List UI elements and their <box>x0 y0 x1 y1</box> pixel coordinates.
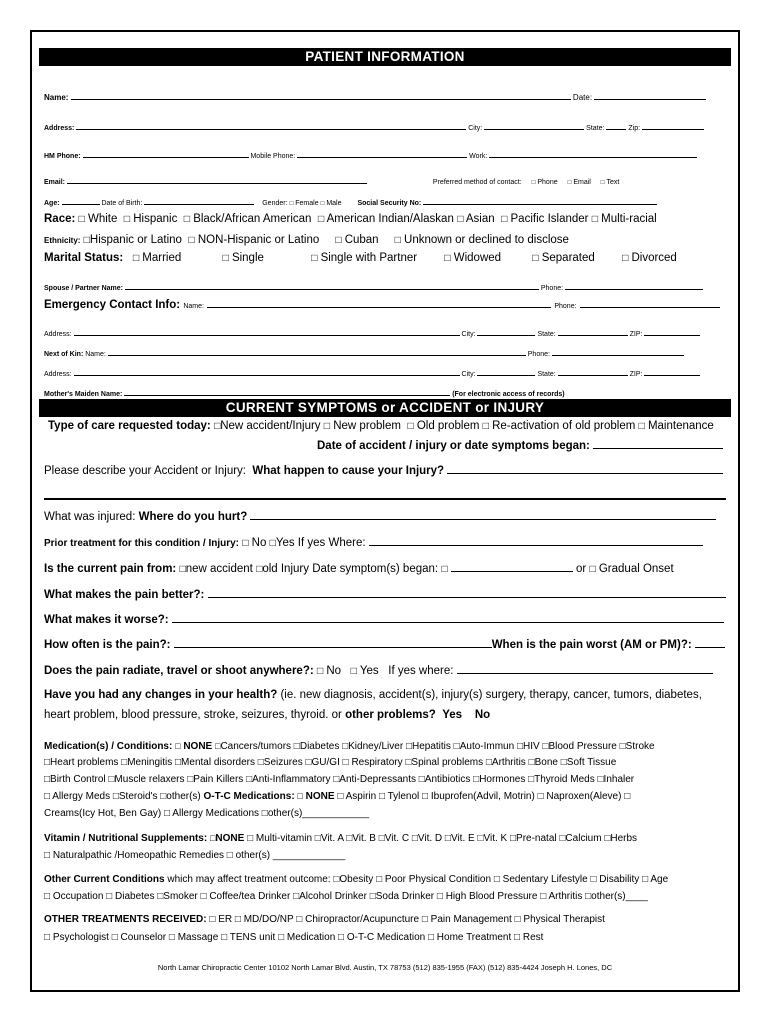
other-conditions-row-1 <box>44 874 726 886</box>
medications-row-3 <box>44 774 726 786</box>
address-label: Address: <box>44 125 75 132</box>
maiden-row <box>44 386 726 399</box>
prior-yes-label: Yes <box>275 537 295 549</box>
care-new-accident-label: New accident/Injury <box>220 420 321 432</box>
clinic-footer: North Lamar Chiropractic Center 10102 North Lamar Blvd. Austin, TX 78753 (512) 835-1955 (FAX) (512) 835-4424 Joseph H. Lones, DC <box>157 963 613 972</box>
phone-checkbox[interactable]: □ <box>531 179 536 186</box>
marital-divorced-label: Divorced <box>631 252 677 264</box>
race-label: Race: <box>44 213 76 225</box>
email-label: Email: <box>44 179 66 186</box>
describe-label: Please describe your Accident or Injury: <box>44 465 246 477</box>
emergency-phone-field[interactable] <box>580 298 720 308</box>
ssn-label: Social Security No: <box>357 200 422 207</box>
pain-old-injury-checkbox[interactable]: □ <box>256 564 263 575</box>
pain-new-accident-label: new accident <box>185 563 253 575</box>
injury-date-label: Date of accident / injury or date symptoms began: <box>317 440 590 452</box>
emergency-city-field[interactable] <box>477 326 535 336</box>
vitamins-none-label: NONE <box>215 833 245 844</box>
zip-field[interactable] <box>642 120 704 130</box>
name-row <box>44 90 726 102</box>
ethnicity-hispanic-label: Hispanic or Latino <box>89 234 182 246</box>
race-black-label: Black/African American <box>193 213 312 225</box>
race-asian-label: Asian <box>465 213 495 225</box>
better-label: What makes the pain better?: <box>44 589 205 601</box>
ethnicity-non-hispanic-checkbox[interactable]: □ <box>188 235 195 246</box>
changes-no-option[interactable]: No <box>474 709 491 721</box>
emergency-label: Emergency Contact Info: <box>44 299 181 311</box>
marital-married-label: Married <box>142 252 182 264</box>
better-field[interactable] <box>208 588 726 598</box>
next-of-kin-name-field[interactable] <box>108 346 526 356</box>
other-treatments-row-2 <box>44 932 726 944</box>
race-row <box>44 213 726 226</box>
medications-line-2: □Heart problems □Meningitis □Mental disorders □Seizures □GU/GI □ Respiratory □Spinal problems □Arthritis □Bone □Soft Tissue <box>44 757 617 768</box>
describe-separator <box>44 498 726 500</box>
medications-none-checkbox[interactable]: □ <box>175 741 181 751</box>
state-field[interactable] <box>606 120 626 130</box>
next-of-kin-state-label: State: <box>537 371 556 378</box>
female-checkbox[interactable]: □ <box>289 200 294 207</box>
radiate-row <box>44 664 726 678</box>
marital-widowed-checkbox[interactable]: □ <box>444 253 451 264</box>
current-pain-row <box>44 562 726 576</box>
prior-where-field[interactable] <box>369 536 703 546</box>
radiate-no-checkbox[interactable]: □ <box>316 666 324 677</box>
changes-label: Have you had any changes in your health? <box>44 689 278 701</box>
vitamins-none-checkbox[interactable]: □ <box>209 833 216 843</box>
injured-question: Where do you hurt? <box>138 511 248 523</box>
care-type-row <box>48 420 726 433</box>
pain-date-field[interactable] <box>451 562 573 572</box>
prior-treatment-row <box>44 536 726 550</box>
how-often-label: How often is the pain?: <box>44 639 171 651</box>
emergency-address-field[interactable] <box>74 326 460 336</box>
describe-field[interactable] <box>447 464 723 474</box>
maiden-note: (For electronic access of records) <box>452 391 565 398</box>
next-of-kin-state-field[interactable] <box>558 366 628 376</box>
next-of-kin-row <box>44 346 726 359</box>
injury-date-field[interactable] <box>593 439 723 449</box>
race-multi-checkbox[interactable]: □ <box>591 214 598 225</box>
male-label: Male <box>326 200 342 207</box>
other-conditions-line-2: □ Occupation □ Diabetes □Smoker □ Coffee/tea Drinker □Alcohol Drinker □Soda Drinker □ High Blood Pressure □ Arthritis □other(s)____ <box>44 891 648 902</box>
prior-no-label: No <box>251 537 267 549</box>
other-conditions-row-2 <box>44 891 726 903</box>
next-of-kin-city-label: City: <box>461 371 476 378</box>
medications-line-3: □Birth Control □Muscle relaxers □Pain Killers □Anti-Inflammatory □Anti-Depressants □Antibiotics □Hormones □Thyroid Meds □Inhaler <box>44 774 635 785</box>
ssn-field[interactable] <box>423 195 657 205</box>
care-maintenance-label: Maintenance <box>647 420 714 432</box>
vitamins-line-2: □ Naturalpathic /Homeopathic Remedies □ other(s) _____________ <box>44 850 346 861</box>
spouse-phone-field[interactable] <box>565 280 703 290</box>
ethnicity-cuban-label: Cuban <box>344 234 379 246</box>
injured-field[interactable] <box>250 510 716 520</box>
name-field[interactable] <box>71 90 571 100</box>
emergency-state-field[interactable] <box>558 326 628 336</box>
care-old-problem-label: Old problem <box>416 420 480 432</box>
marital-row <box>44 252 726 265</box>
work-field[interactable] <box>489 148 697 158</box>
pain-or-label: or <box>575 563 587 575</box>
state-label: State: <box>586 125 605 132</box>
spouse-field[interactable] <box>125 280 539 290</box>
marital-widowed-label: Widowed <box>453 252 502 264</box>
changes-yes-option[interactable]: Yes <box>442 709 463 721</box>
next-of-kin-phone-field[interactable] <box>552 346 684 356</box>
next-of-kin-city-field[interactable] <box>477 366 535 376</box>
race-white-checkbox[interactable]: □ <box>78 214 85 225</box>
date-field[interactable] <box>594 90 706 100</box>
prior-yes-checkbox[interactable]: □ <box>269 538 276 549</box>
changes-row-2 <box>44 709 726 722</box>
marital-single-label: Single <box>231 252 264 264</box>
city-label: City: <box>468 125 483 132</box>
male-checkbox[interactable]: □ <box>320 200 325 207</box>
mobile-phone-field[interactable] <box>297 148 467 158</box>
pain-date-label: Date symptom(s) began: <box>312 563 439 575</box>
next-of-kin-address-field[interactable] <box>74 366 460 376</box>
address-field[interactable] <box>76 120 466 130</box>
preferred-contact-label: Preferred method of contact: <box>432 179 522 186</box>
spouse-row <box>44 280 726 293</box>
care-new-problem-label: New problem <box>333 420 401 432</box>
marital-separated-checkbox[interactable]: □ <box>532 253 539 264</box>
pain-old-injury-label: old Injury <box>262 563 309 575</box>
next-of-kin-address-row <box>44 366 726 379</box>
emergency-address-row <box>44 326 726 339</box>
next-of-kin-zip-field[interactable] <box>644 366 700 376</box>
radiate-no-label: No <box>326 665 342 677</box>
marital-divorced-checkbox[interactable]: □ <box>622 253 629 264</box>
emergency-zip-field[interactable] <box>644 326 700 336</box>
maiden-field[interactable] <box>124 386 450 396</box>
text-option-label: Text <box>606 179 620 186</box>
medications-line-4b: □ Aspirin □ Tylenol □ Ibuprofen(Advil, Motrin) □ Naproxen(Aleve) □ <box>337 791 631 802</box>
injured-row <box>44 510 726 524</box>
medications-row-4 <box>44 791 726 803</box>
emergency-name-field[interactable] <box>207 298 551 308</box>
mobile-phone-label: Mobile Phone: <box>250 153 296 160</box>
race-hispanic-checkbox[interactable]: □ <box>123 214 131 225</box>
radiate-yes-checkbox[interactable]: □ <box>350 666 357 677</box>
care-reactivation-checkbox[interactable]: □ <box>482 421 489 432</box>
other-treatments-row-1 <box>44 914 726 926</box>
ethnicity-hispanic-checkbox[interactable]: □ <box>83 235 90 246</box>
vitamins-label: Vitamin / Nutritional Supplements: <box>44 833 208 844</box>
current-pain-label: Is the current pain from: <box>44 563 177 575</box>
female-label: Female <box>295 200 319 207</box>
otc-medications-label: O-T-C Medications: <box>203 791 295 802</box>
age-row <box>44 195 726 208</box>
other-conditions-line-1: which may affect treatment outcome: □Obesity □ Poor Physical Condition □ Sedentary Lifestyle □ Disability □ Age <box>167 874 669 885</box>
care-reactivation-label: Re-activation of old problem <box>492 420 636 432</box>
emergency-name-label: Name: <box>183 303 204 310</box>
otc-none-label: NONE <box>305 791 335 802</box>
race-pacific-label: Pacific Islander <box>510 213 589 225</box>
spouse-label: Spouse / Partner Name: <box>44 285 123 292</box>
race-pacific-checkbox[interactable]: □ <box>501 214 508 225</box>
medications-row-2 <box>44 757 726 769</box>
address-row <box>44 120 726 133</box>
radiate-where-field[interactable] <box>457 664 713 674</box>
worse-row <box>44 613 726 627</box>
email-checkbox[interactable]: □ <box>567 179 572 186</box>
vitamins-line-1: □ Multi-vitamin □Vit. A □Vit. B □Vit. C □Vit. D □Vit. E □Vit. K □Pre-natal □Calcium □Herbs <box>247 833 638 844</box>
emergency-city-label: City: <box>461 331 476 338</box>
pain-worst-label: When is the pain worst (AM or PM)?: <box>491 639 692 651</box>
text-checkbox[interactable]: □ <box>600 179 605 186</box>
symptoms-header: CURRENT SYMPTOMS or ACCIDENT or INJURY <box>39 399 731 417</box>
other-conditions-label: Other Current Conditions <box>44 874 165 885</box>
medications-line-4a: □ Allergy Meds □Steroid's □other(s) <box>44 791 201 802</box>
marital-separated-label: Separated <box>541 252 595 264</box>
race-asian-checkbox[interactable]: □ <box>457 214 464 225</box>
prior-where-label: If yes Where: <box>297 537 366 549</box>
medications-none-label: NONE <box>183 741 213 752</box>
emergency-zip-label: ZIP: <box>629 331 643 338</box>
age-label: Age: <box>44 200 60 207</box>
email-option-label: Email <box>573 179 591 186</box>
emergency-state-label: State: <box>537 331 556 338</box>
care-new-accident-checkbox[interactable]: □ <box>213 421 221 432</box>
zip-label: Zip: <box>628 125 641 132</box>
care-new-problem-checkbox[interactable]: □ <box>323 421 331 432</box>
next-of-kin-zip-label: ZIP: <box>629 371 643 378</box>
work-label: Work: <box>469 153 488 160</box>
marital-label: Marital Status: <box>44 252 124 264</box>
changes-other-label: other problems? <box>345 709 436 721</box>
radiate-yes-label: Yes <box>359 665 379 677</box>
ethnicity-unknown-checkbox[interactable]: □ <box>394 235 401 246</box>
hm-phone-field[interactable] <box>83 148 249 158</box>
describe-question: What happen to cause your Injury? <box>252 465 445 477</box>
pain-new-accident-checkbox[interactable]: □ <box>179 564 186 575</box>
other-treatments-line-2: □ Psychologist □ Counselor □ Massage □ TENS unit □ Medication □ O-T-C Medication □ Home Treatment □ Rest <box>44 932 544 943</box>
changes-row-1 <box>44 689 726 702</box>
injured-label: What was injured: <box>44 511 136 523</box>
emergency-address-label: Address: <box>44 331 72 338</box>
other-treatments-line-1: □ ER □ MD/DO/NP □ Chiropractor/Acupuncture □ Pain Management □ Physical Therapist <box>209 914 605 925</box>
worse-label: What makes it worse?: <box>44 614 169 626</box>
prior-no-checkbox[interactable]: □ <box>242 538 249 549</box>
medications-cancers-checkbox[interactable]: □ <box>215 741 221 751</box>
how-often-field[interactable] <box>174 638 492 648</box>
dob-field[interactable] <box>144 195 254 205</box>
otc-none-checkbox[interactable]: □ <box>297 791 303 801</box>
email-row <box>44 174 726 187</box>
marital-married-checkbox[interactable]: □ <box>132 253 140 264</box>
radiate-label: Does the pain radiate, travel or shoot anywhere?: <box>44 665 314 677</box>
emergency-row <box>44 298 726 312</box>
next-of-kin-address-label: Address: <box>44 371 72 378</box>
race-american-indian-label: American Indian/Alaskan <box>326 213 454 225</box>
better-row <box>44 588 726 602</box>
pain-worst-field[interactable] <box>695 638 725 648</box>
pain-gradual-checkbox[interactable]: □ <box>589 564 596 575</box>
care-maintenance-checkbox[interactable]: □ <box>638 421 645 432</box>
age-field[interactable] <box>62 195 100 205</box>
city-field[interactable] <box>484 120 584 130</box>
marital-partner-checkbox[interactable]: □ <box>311 253 318 264</box>
race-white-label: White <box>87 213 118 225</box>
ethnicity-unknown-label: Unknown or declined to disclose <box>404 234 569 246</box>
injury-date-row <box>317 439 726 453</box>
how-often-row <box>44 638 726 652</box>
other-treatments-label: OTHER TREATMENTS RECEIVED: <box>44 914 207 925</box>
medications-line-5: Creams(Icy Hot, Ben Gay) □ Allergy Medications □other(s)____________ <box>44 808 370 819</box>
care-type-label: Type of care requested today: <box>48 420 211 432</box>
vitamins-row-2 <box>44 850 726 862</box>
ethnicity-non-hispanic-label: NON-Hispanic or Latino <box>197 234 320 246</box>
phone-row <box>44 148 726 161</box>
next-of-kin-label: Next of Kin: <box>44 351 84 358</box>
worse-field[interactable] <box>172 613 724 623</box>
email-field[interactable] <box>67 174 367 184</box>
hm-phone-label: HM Phone: <box>44 153 81 160</box>
next-of-kin-phone-label: Phone: <box>527 351 550 358</box>
changes-text-2: heart problem, blood pressure, stroke, seizures, thyroid. or <box>44 709 342 721</box>
maiden-label: Mother's Maiden Name: <box>44 391 123 398</box>
next-of-kin-name-label: Name: <box>85 351 106 358</box>
ethnicity-row <box>44 234 726 247</box>
changes-text-1: (ie. new diagnosis, accident(s), injury(s) surgery, therapy, cancer, tumors, diabetes, <box>280 689 702 701</box>
pain-date-checkbox[interactable]: □ <box>441 564 448 575</box>
phone-option-label: Phone <box>537 179 558 186</box>
name-label: Name: <box>44 93 69 102</box>
emergency-phone-label: Phone: <box>554 303 577 310</box>
vitamins-row-1 <box>44 833 726 845</box>
medications-label: Medication(s) / Conditions: <box>44 741 173 752</box>
describe-row <box>44 464 726 478</box>
ethnicity-cuban-checkbox[interactable]: □ <box>335 235 342 246</box>
prior-treatment-label: Prior treatment for this condition / Injury: <box>44 538 240 549</box>
patient-information-header: PATIENT INFORMATION <box>39 48 731 66</box>
care-old-problem-checkbox[interactable]: □ <box>407 421 414 432</box>
dob-label: Date of Birth: <box>101 200 143 207</box>
marital-partner-label: Single with Partner <box>320 252 418 264</box>
race-black-checkbox[interactable]: □ <box>183 214 190 225</box>
race-american-indian-checkbox[interactable]: □ <box>317 214 325 225</box>
spouse-phone-label: Phone: <box>540 285 564 292</box>
marital-single-checkbox[interactable]: □ <box>222 253 229 264</box>
radiate-where-label: If yes where: <box>388 665 454 677</box>
medications-row-5 <box>44 808 726 820</box>
race-hispanic-label: Hispanic <box>133 213 178 225</box>
pain-gradual-label: Gradual Onset <box>598 563 674 575</box>
date-label: Date: <box>572 93 593 102</box>
medications-row-1 <box>44 741 726 753</box>
medications-line-1: Cancers/tumors □Diabetes □Kidney/Liver □Hepatitis □Auto-Immun □HIV □Blood Pressure □Stroke <box>220 741 655 752</box>
gender-label: Gender: <box>262 200 288 207</box>
race-multi-label: Multi-racial <box>601 213 657 225</box>
ethnicity-label: Ethnicity: <box>44 236 81 245</box>
